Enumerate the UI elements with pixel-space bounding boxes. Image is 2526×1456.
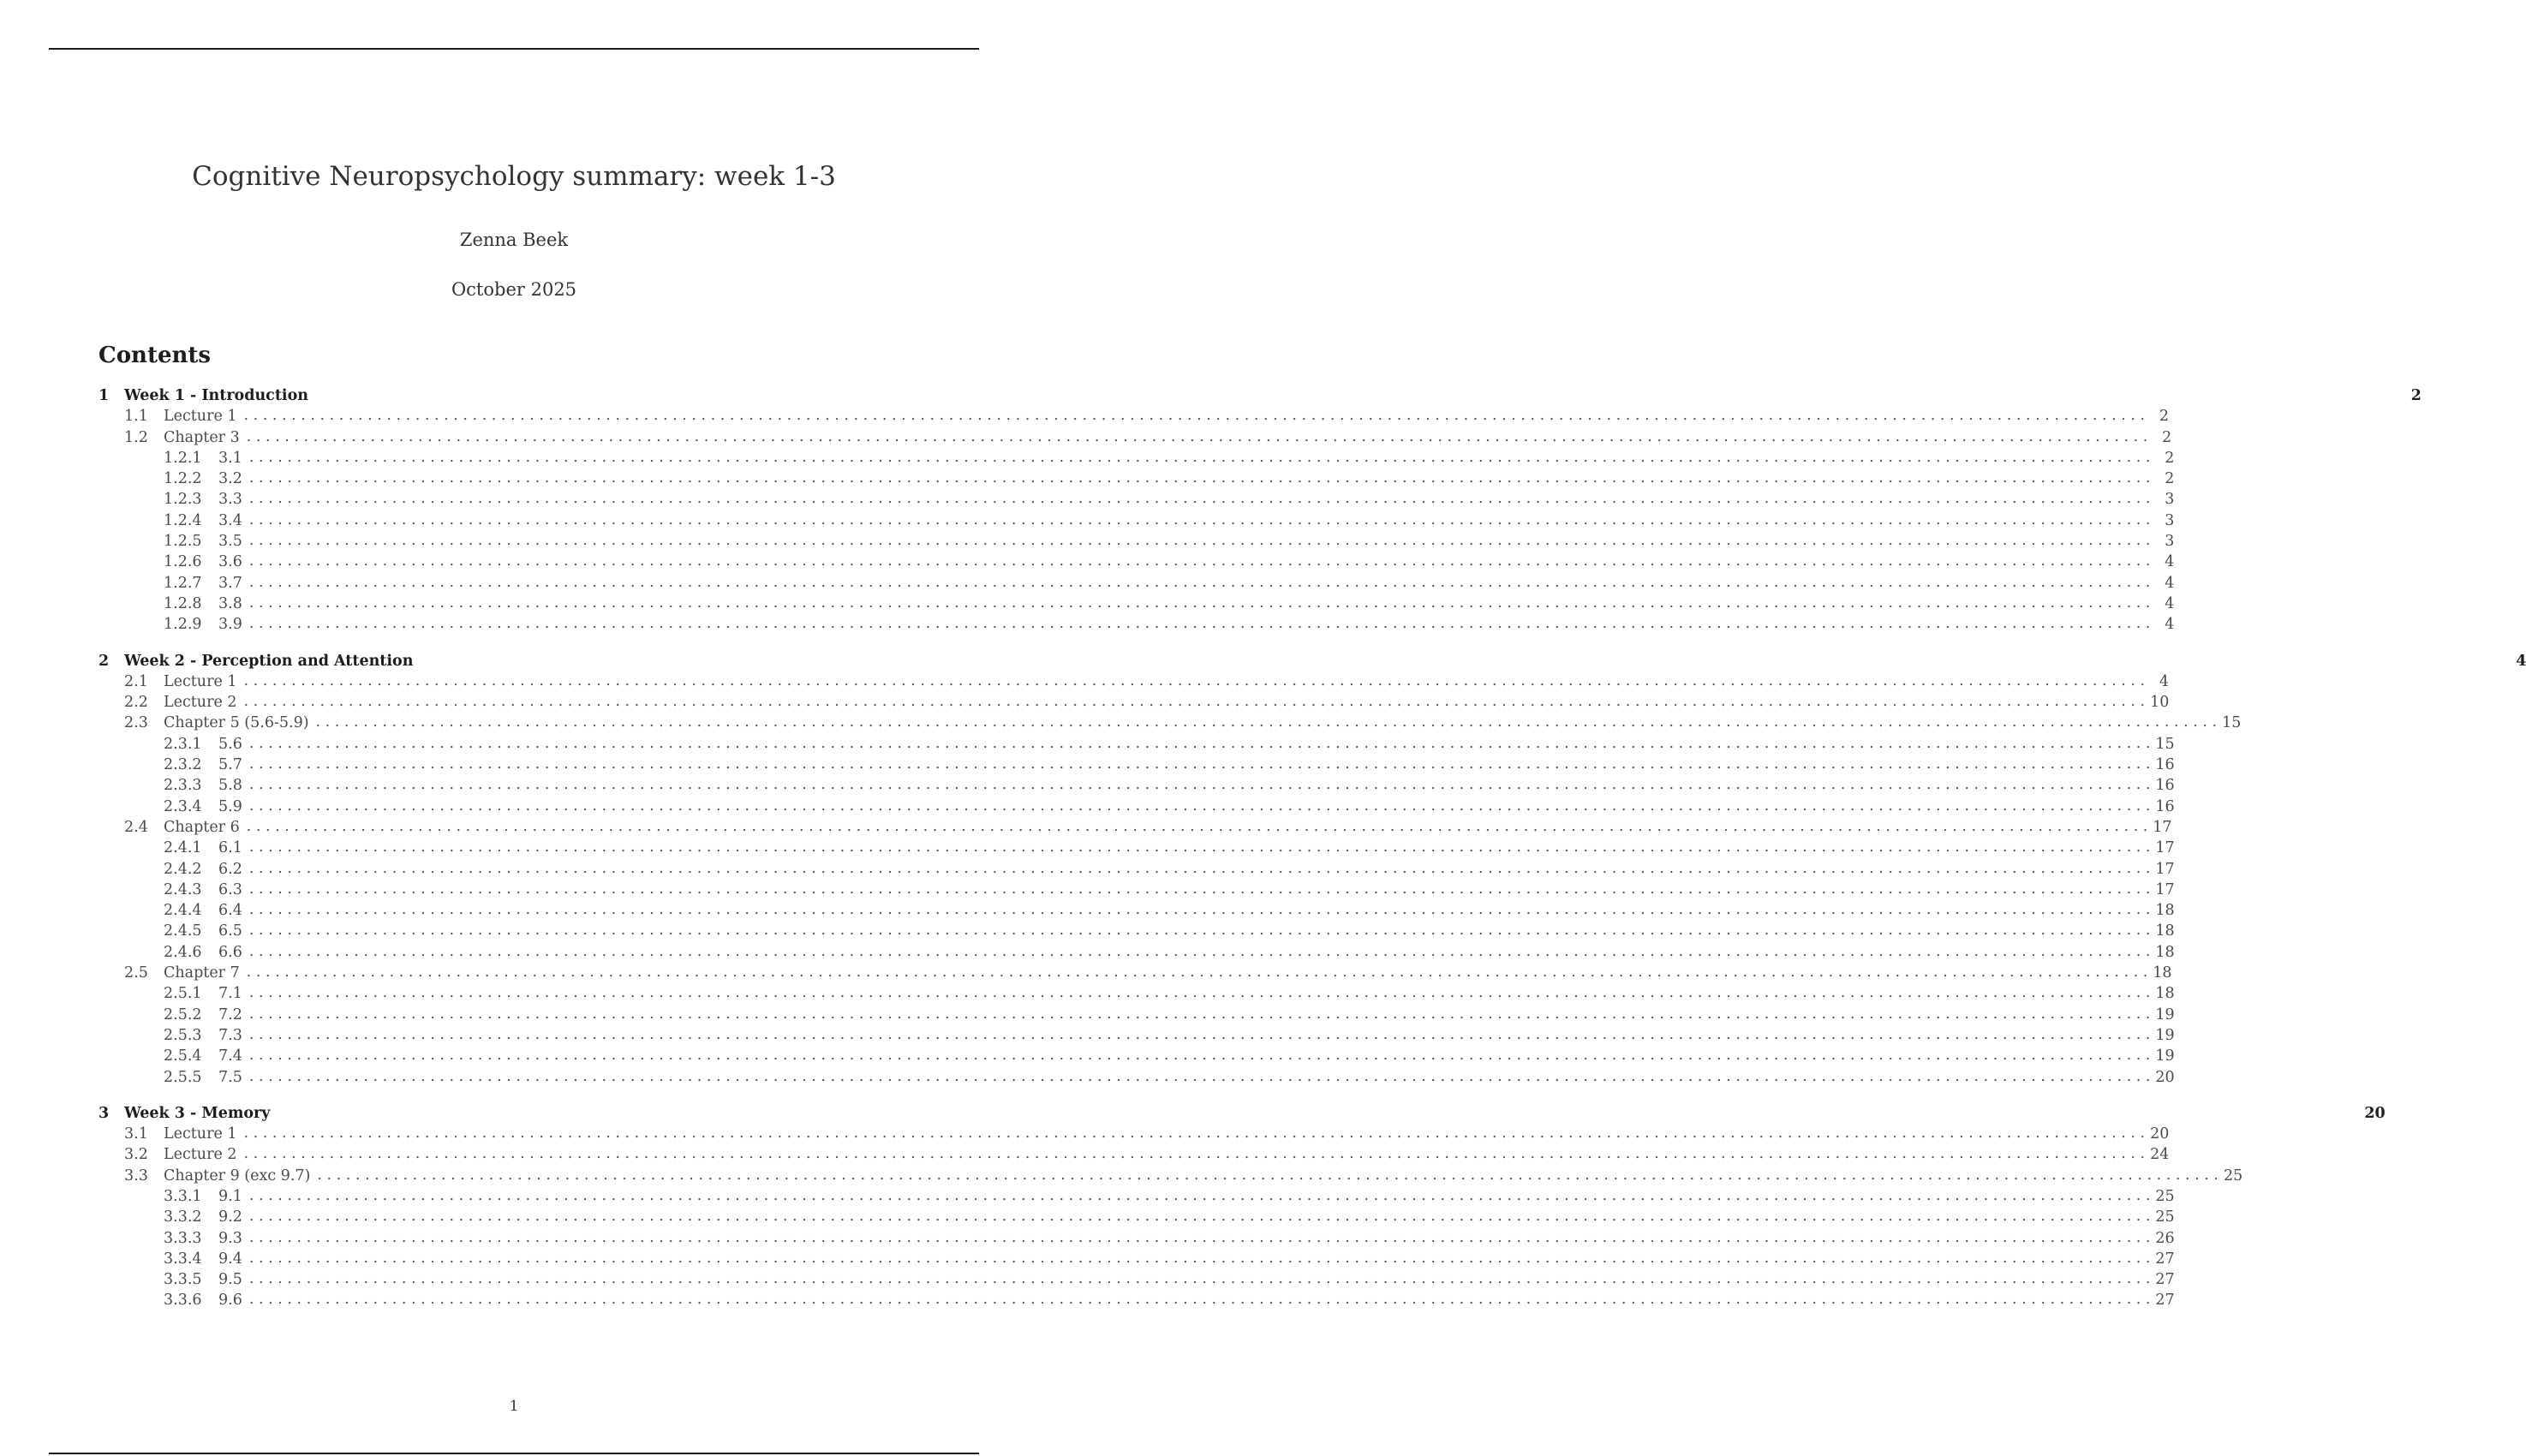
toc-entry-label: 7.2: [218, 1005, 242, 1023]
toc-leader-dots: . . . . . . . . . . . . . . . . . . . . . . . . . . . . . . . . . . . . . . . . . . . . . . . . . . . . . . . . . . . . . . . . . . . . . . . . . . . . . . . . . . . . . . . . . . . . . . . . . . . . . . . . . . . . . . . . . . . . . . . . . . . . . . . . . . . . . . . . . . . . . . . . . . . . . . . . . . . . . . . . . . . . . . . . . . . . . . . . . . . . . . . . . . . . . . . . . . . . . . . .: [248, 615, 2151, 633]
toc-subsubsection[interactable]: [99, 1067, 2175, 1089]
toc-entry-page: 4: [2165, 594, 2175, 612]
toc-entry-page: 10: [2150, 694, 2170, 712]
toc-entry-page: 17: [2155, 880, 2175, 898]
toc-leader-dots: . . . . . . . . . . . . . . . . . . . . . . . . . . . . . . . . . . . . . . . . . . . . . . . . . . . . . . . . . . . . . . . . . . . . . . . . . . . . . . . . . . . . . . . . . . . . . . . . . . . . . . . . . . . . . . . . . . . . . . . . . . . . . . . . . . . . . . . . . . . . . . . . . . . . . . . . . . . . . . . . . . . . . . . . . . . . . . . . . . . . . . . . . . . . . . . . . . . . . . . .: [248, 448, 2151, 466]
toc-leader-dots: . . . . . . . . . . . . . . . . . . . . . . . . . . . . . . . . . . . . . . . . . . . . . . . . . . . . . . . . . . . . . . . . . . . . . . . . . . . . . . . . . . . . . . . . . . . . . . . . . . . . . . . . . . . . . . . . . . . . . . . . . . . . . . . . . . . . . . . . . . . . . . . . . . . . . . . . . . . . . . . . . . . . . . . . . . . . . . . . . . . . . . . . . . . . . . . . . . . . . . . .: [248, 880, 2151, 898]
toc-entry-label: 6.4: [218, 902, 242, 920]
toc-entry-label: Chapter 5 (5.6-5.9): [164, 714, 309, 732]
toc-entry-number: 2.2: [124, 694, 148, 712]
toc-entry-page: 20: [2155, 1068, 2175, 1086]
toc-leader-dots: . . . . . . . . . . . . . . . . . . . . . . . . . . . . . . . . . . . . . . . . . . . . . . . . . . . . . . . . . . . . . . . . . . . . . . . . . . . . . . . . . . . . . . . . . . . . . . . . . . . . . . . . . . . . . . . . . . . . . . . . . . . . . . . . . . . . . . . . . . . . . . . . . . . . . . . . . . . . . . . . . . . . . . . . . . . . . . . . . . . . . . . . . . . . . . . . . . . . . . . .: [248, 594, 2151, 612]
toc-entry-label: 9.6: [218, 1292, 242, 1310]
toc-entry-number: 3.3: [124, 1167, 148, 1184]
toc-subsubsection[interactable]: [99, 797, 2175, 819]
toc-entry-number: 2.3: [124, 714, 148, 732]
toc-leader-dots: . . . . . . . . . . . . . . . . . . . . . . . . . . . . . . . . . . . . . . . . . . . . . . . . . . . . . . . . . . . . . . . . . . . . . . . . . . . . . . . . . . . . . . . . . . . . . . . . . . . . . . . . . . . . . . . . . . . . . . . . . . . . . . . . . . . . . . . . . . . . . . . . . . . . . . . . . . . . . . . . . . . . . . . . . . . . . . . . . . . . . . . . . . . . . . . . . . . . . . . .: [248, 1047, 2151, 1065]
toc-section[interactable]: [99, 652, 2526, 673]
toc-section[interactable]: [99, 387, 2421, 408]
toc-entry-number: 3: [99, 1104, 110, 1122]
toc-leader-dots: . . . . . . . . . . . . . . . . . . . . . . . . . . . . . . . . . . . . . . . . . . . . . . . . . . . . . . . . . . . . . . . . . . . . . . . . . . . . . . . . . . . . . . . . . . . . . . . . . . . . . . . . . . . . . . . . . . . . . . . . . . . . . . . . . . . . . . . . . . . . . . . . . . . . . . . . . . . . . . . . . . . . . . . . . . . . . . . . . . . . . . . . . . . . . . . . . . . . . . . .: [243, 693, 2146, 711]
toc-entry-page: 2: [2162, 428, 2172, 446]
toc-entry-label: 6.3: [218, 880, 242, 898]
toc-leader-dots: . . . . . . . . . . . . . . . . . . . . . . . . . . . . . . . . . . . . . . . . . . . . . . . . . . . . . . . . . . . . . . . . . . . . . . . . . . . . . . . . . . . . . . . . . . . . . . . . . . . . . . . . . . . . . . . . . . . . . . . . . . . . . . . . . . . . . . . . . . . . . . . . . . . . . . . . . . . . . . . . . . . . . . . . . . . . . . . . . . . . . . . . . . . . . . . . . . . . . . . .: [248, 1208, 2151, 1226]
toc-leader-dots: . . . . . . . . . . . . . . . . . . . . . . . . . . . . . . . . . . . . . . . . . . . . . . . . . . . . . . . . . . . . . . . . . . . . . . . . . . . . . . . . . . . . . . . . . . . . . . . . . . . . . . . . . . . . . . . . . . . . . . . . . . . . . . . . . . . . . . . . . . . . . . . . . . . . . . . . . . . . . . . . . . . . . . . . . . . . . . . . . . . . . . . . . . . . . . . . . . . . . . . .: [248, 859, 2151, 877]
toc-entry-number: 1.2.9: [164, 616, 202, 634]
toc-leader-dots: . . . . . . . . . . . . . . . . . . . . . . . . . . . . . . . . . . . . . . . . . . . . . . . . . . . . . . . . . . . . . . . . . . . . . . . . . . . . . . . . . . . . . . . . . . . . . . . . . . . . . . . . . . . . . . . . . . . . . . . . . . . . . . . . . . . . . . . . . . . . . . . . . . . . . . . . . . . . . . . . . . . . . . . . . . . . . . . . . . . . . . . . . . . . . . . . . . . . . . . .: [248, 490, 2151, 508]
toc-leader-dots: . . . . . . . . . . . . . . . . . . . . . . . . . . . . . . . . . . . . . . . . . . . . . . . . . . . . . . . . . . . . . . . . . . . . . . . . . . . . . . . . . . . . . . . . . . . . . . . . . . . . . . . . . . . . . . . . . . . . . . . . . . . . . . . . . . . . . . . . . . . . . . . . . . . . . . . . . . . . . . . . . . . . . . . . . . . . . . . . . . . . . . . . . . . . . . . . . . . . . . . .: [248, 510, 2151, 528]
toc-entry-number: 2.5.5: [164, 1068, 202, 1086]
toc-entry-page: 16: [2155, 797, 2175, 815]
toc-entry-page: 17: [2155, 839, 2175, 857]
toc-entry-number: 2.4.4: [164, 902, 202, 920]
toc-entry-label: 9.4: [218, 1250, 242, 1268]
toc-entry-page: 4: [2516, 652, 2526, 670]
toc-leader-dots: . . . . . . . . . . . . . . . . . . . . . . . . . . . . . . . . . . . . . . . . . . . . . . . . . . . . . . . . . . . . . . . . . . . . . . . . . . . . . . . . . . . . . . . . . . . . . . . . . . . . . . . . . . . . . . . . . . . . . . . . . . . . . . . . . . . . . . . . . . . . . . . . . . . . . . . . . . . . . . . . . . . . . . . . . . . . . . . . . . . . . . . . . . . . . . . . . . . . . . . .: [317, 1166, 2218, 1184]
toc-entry-page: 19: [2155, 1005, 2175, 1023]
toc-subsubsection[interactable]: [99, 510, 2175, 533]
toc-entry-page: 25: [2155, 1208, 2175, 1226]
toc-entry-number: 1.2.5: [164, 533, 202, 551]
toc-entry-label: 5.9: [218, 797, 242, 815]
toc-leader-dots: . . . . . . . . . . . . . . . . . . . . . . . . . . . . . . . . . . . . . . . . . . . . . . . . . . . . . . . . . . . . . . . . . . . . . . . . . . . . . . . . . . . . . . . . . . . . . . . . . . . . . . . . . . . . . . . . . . . . . . . . . . . . . . . . . . . . . . . . . . . . . . . . . . . . . . . . . . . . . . . . . . . . . . . . . . . . . . . . . . . . . . . . . . . . . . . . . . . . . . . .: [248, 984, 2151, 1002]
toc-entry-number: 1.2.4: [164, 511, 202, 529]
toc-entry-number: 1.2.1: [164, 449, 202, 467]
toc-entry-page: 18: [2155, 922, 2175, 940]
toc-leader-dots: . . . . . . . . . . . . . . . . . . . . . . . . . . . . . . . . . . . . . . . . . . . . . . . . . . . . . . . . . . . . . . . . . . . . . . . . . . . . . . . . . . . . . . . . . . . . . . . . . . . . . . . . . . . . . . . . . . . . . . . . . . . . . . . . . . . . . . . . . . . . . . . . . . . . . . . . . . . . . . . . . . . . . . . . . . . . . . . . . . . . . . . . . . . . . . . . . . . . . . . .: [248, 532, 2151, 550]
toc-entry-page: 24: [2150, 1146, 2170, 1164]
toc-leader-dots: . . . . . . . . . . . . . . . . . . . . . . . . . . . . . . . . . . . . . . . . . . . . . . . . . . . . . . . . . . . . . . . . . . . . . . . . . . . . . . . . . . . . . . . . . . . . . . . . . . . . . . . . . . . . . . . . . . . . . . . . . . . . . . . . . . . . . . . . . . . . . . . . . . . . . . . . . . . . . . . . . . . . . . . . . . . . . . . . . . . . . . . . . . . . . . . . . . . . . . . .: [248, 901, 2151, 919]
toc-entry-number: 1.2.7: [164, 574, 202, 592]
toc-leader-dots: . . . . . . . . . . . . . . . . . . . . . . . . . . . . . . . . . . . . . . . . . . . . . . . . . . . . . . . . . . . . . . . . . . . . . . . . . . . . . . . . . . . . . . . . . . . . . . . . . . . . . . . . . . . . . . . . . . . . . . . . . . . . . . . . . . . . . . . . . . . . . . . . . . . . . . . . . . . . . . . . . . . . . . . . . . . . . . . . . . . . . . . . . . . . . . . . . . . . . . . .: [243, 1145, 2146, 1163]
toc-subsection[interactable]: [99, 964, 2172, 985]
toc-entry-page: 2: [2165, 470, 2175, 488]
toc-entry-number: 2.5.1: [164, 985, 202, 1003]
toc-entry-page: 19: [2155, 1047, 2175, 1065]
toc-entry-number: 2.3.1: [164, 735, 202, 753]
document-date: October 2025: [451, 279, 577, 300]
toc-leader-dots: . . . . . . . . . . . . . . . . . . . . . . . . . . . . . . . . . . . . . . . . . . . . . . . . . . . . . . . . . . . . . . . . . . . . . . . . . . . . . . . . . . . . . . . . . . . . . . . . . . . . . . . . . . . . . . . . . . . . . . . . . . . . . . . . . . . . . . . . . . . . . . . . . . . . . . . . . . . . . . . . . . . . . . . . . . . . . . . . . . . . . . . . . . . . . . . . . . . . . . . .: [248, 776, 2151, 794]
toc-subsubsection[interactable]: [99, 1005, 2175, 1027]
document-author: Zenna Beek: [459, 230, 569, 250]
toc-leader-dots: . . . . . . . . . . . . . . . . . . . . . . . . . . . . . . . . . . . . . . . . . . . . . . . . . . . . . . . . . . . . . . . . . . . . . . . . . . . . . . . . . . . . . . . . . . . . . . . . . . . . . . . . . . . . . . . . . . . . . . . . . . . . . . . . . . . . . . . . . . . . . . . . . . . . . . . . . . . . . . . . . . . . . . . . . . . . . . . . . . . . . . . . . . . . . . . . . . . . . . . .: [248, 1025, 2151, 1043]
toc-entry-page: 4: [2165, 616, 2175, 634]
toc-entry-label: Week 2 - Perception and Attention: [124, 652, 414, 670]
toc-subsection[interactable]: [99, 427, 2172, 450]
toc-entry-number: 3.2: [124, 1146, 148, 1164]
toc-entry-number: 3.3.2: [164, 1208, 202, 1226]
toc-entry-page: 20: [2364, 1104, 2386, 1122]
toc-entry-number: 3.3.3: [164, 1229, 202, 1247]
toc-entry-number: 1.2.3: [164, 491, 202, 509]
toc-entry-number: 1: [99, 387, 110, 404]
toc-subsubsection[interactable]: [99, 1025, 2175, 1047]
toc-leader-dots: . . . . . . . . . . . . . . . . . . . . . . . . . . . . . . . . . . . . . . . . . . . . . . . . . . . . . . . . . . . . . . . . . . . . . . . . . . . . . . . . . . . . . . . . . . . . . . . . . . . . . . . . . . . . . . . . . . . . . . . . . . . . . . . . . . . . . . . . . . . . . . . . . . . . . . . . . . . . . . . . . . . . . . . . . . . . . . . . . . . . . . . . . . . . . . . . . . . . . . . .: [248, 734, 2151, 752]
toc-entry-number: 1.2.2: [164, 470, 202, 488]
toc-entry-page: 2: [2159, 408, 2170, 426]
toc-leader-dots: . . . . . . . . . . . . . . . . . . . . . . . . . . . . . . . . . . . . . . . . . . . . . . . . . . . . . . . . . . . . . . . . . . . . . . . . . . . . . . . . . . . . . . . . . . . . . . . . . . . . . . . . . . . . . . . . . . . . . . . . . . . . . . . . . . . . . . . . . . . . . . . . . . . . . . . . . . . . . . . . . . . . . . . . . . . . . . . . . . . . . . . . . . . . . . . . . . . . . . . .: [243, 407, 2146, 425]
toc-leader-dots: . . . . . . . . . . . . . . . . . . . . . . . . . . . . . . . . . . . . . . . . . . . . . . . . . . . . . . . . . . . . . . . . . . . . . . . . . . . . . . . . . . . . . . . . . . . . . . . . . . . . . . . . . . . . . . . . . . . . . . . . . . . . . . . . . . . . . . . . . . . . . . . . . . . . . . . . . . . . . . . . . . . . . . . . . . . . . . . . . . . . . . . . . . . . . . . . . . . . . . . .: [248, 1249, 2151, 1267]
toc-subsection[interactable]: [99, 671, 2170, 694]
toc-leader-dots: . . . . . . . . . . . . . . . . . . . . . . . . . . . . . . . . . . . . . . . . . . . . . . . . . . . . . . . . . . . . . . . . . . . . . . . . . . . . . . . . . . . . . . . . . . . . . . . . . . . . . . . . . . . . . . . . . . . . . . . . . . . . . . . . . . . . . . . . . . . . . . . . . . . . . . . . . . . . . . . . . . . . . . . . . . . . . . . . . . . . . . . . . . . . . . . . . . . . . . . .: [248, 573, 2151, 591]
toc-entry-page: 25: [2223, 1167, 2243, 1184]
toc-subsubsection[interactable]: [99, 942, 2175, 964]
toc-entry-page: 27: [2155, 1292, 2175, 1310]
toc-entry-label: Lecture 1: [164, 1125, 237, 1143]
toc-subsubsection[interactable]: [99, 1270, 2175, 1292]
toc-subsubsection[interactable]: [99, 1208, 2175, 1229]
toc-entry-label: Lecture 2: [164, 694, 237, 712]
contents-heading: Contents: [99, 343, 212, 368]
toc-leader-dots: . . . . . . . . . . . . . . . . . . . . . . . . . . . . . . . . . . . . . . . . . . . . . . . . . . . . . . . . . . . . . . . . . . . . . . . . . . . . . . . . . . . . . . . . . . . . . . . . . . . . . . . . . . . . . . . . . . . . . . . . . . . . . . . . . . . . . . . . . . . . . . . . . . . . . . . . . . . . . . . . . . . . . . . . . . . . . . . . . . . . . . . . . . . . . . . . . . . . . . . .: [246, 427, 2148, 445]
toc-entry-number: 3.3.4: [164, 1250, 202, 1268]
header-rule: [49, 48, 979, 50]
document-title: Cognitive Neuropsychology summary: week 1-3: [192, 161, 836, 192]
toc-entry-number: 2.5.4: [164, 1047, 202, 1065]
toc-subsubsection[interactable]: [99, 838, 2175, 860]
toc-subsubsection[interactable]: [99, 532, 2175, 553]
toc-entry-page: 17: [2153, 818, 2172, 836]
toc-entry-page: 18: [2155, 902, 2175, 920]
toc-subsubsection[interactable]: [99, 1249, 2175, 1271]
toc-entry-label: Lecture 2: [164, 1146, 237, 1164]
toc-entry-label: 7.5: [218, 1068, 242, 1086]
toc-leader-dots: . . . . . . . . . . . . . . . . . . . . . . . . . . . . . . . . . . . . . . . . . . . . . . . . . . . . . . . . . . . . . . . . . . . . . . . . . . . . . . . . . . . . . . . . . . . . . . . . . . . . . . . . . . . . . . . . . . . . . . . . . . . . . . . . . . . . . . . . . . . . . . . . . . . . . . . . . . . . . . . . . . . . . . . . . . . . . . . . . . . . . . . . . . . . . . . . . . . . . . . .: [248, 942, 2151, 960]
toc-leader-dots: . . . . . . . . . . . . . . . . . . . . . . . . . . . . . . . . . . . . . . . . . . . . . . . . . . . . . . . . . . . . . . . . . . . . . . . . . . . . . . . . . . . . . . . . . . . . . . . . . . . . . . . . . . . . . . . . . . . . . . . . . . . . . . . . . . . . . . . . . . . . . . . . . . . . . . . . . . . . . . . . . . . . . . . . . . . . . . . . . . . . . . . . . . . . . . . . . . . . . . . .: [248, 1270, 2151, 1288]
toc-leader-dots: . . . . . . . . . . . . . . . . . . . . . . . . . . . . . . . . . . . . . . . . . . . . . . . . . . . . . . . . . . . . . . . . . . . . . . . . . . . . . . . . . . . . . . . . . . . . . . . . . . . . . . . . . . . . . . . . . . . . . . . . . . . . . . . . . . . . . . . . . . . . . . . . . . . . . . . . . . . . . . . . . . . . . . . . . . . . . . . . . . . . . . . . . . . . . . . . . . . . . . . .: [248, 1005, 2151, 1023]
toc-entry-number: 1.1: [124, 408, 148, 426]
toc-entry-label: 9.1: [218, 1187, 242, 1205]
toc-entry-number: 2.4.6: [164, 943, 202, 961]
toc-entry-number: 2.3.3: [164, 777, 202, 795]
toc-leader-dots: . . . . . . . . . . . . . . . . . . . . . . . . . . . . . . . . . . . . . . . . . . . . . . . . . . . . . . . . . . . . . . . . . . . . . . . . . . . . . . . . . . . . . . . . . . . . . . . . . . . . . . . . . . . . . . . . . . . . . . . . . . . . . . . . . . . . . . . . . . . . . . . . . . . . . . . . . . . . . . . . . . . . . . . . . . . . . . . . . . . . . . . . . . . . . . . . . . . . . . . .: [248, 922, 2151, 940]
toc-entry-label: 5.6: [218, 735, 242, 753]
toc-entry-label: 3.4: [218, 511, 242, 529]
toc-leader-dots: . . . . . . . . . . . . . . . . . . . . . . . . . . . . . . . . . . . . . . . . . . . . . . . . . . . . . . . . . . . . . . . . . . . . . . . . . . . . . . . . . . . . . . . . . . . . . . . . . . . . . . . . . . . . . . . . . . . . . . . . . . . . . . . . . . . . . . . . . . . . . . . . . . . . . . . . . . . . . . . . . . . . . . . . . . . . . . . . . . . . . . . . . . . . . . . . . . . . . . . .: [248, 797, 2151, 815]
toc-subsubsection[interactable]: [99, 448, 2175, 470]
toc-entry-page: 27: [2155, 1250, 2175, 1268]
toc-leader-dots: . . . . . . . . . . . . . . . . . . . . . . . . . . . . . . . . . . . . . . . . . . . . . . . . . . . . . . . . . . . . . . . . . . . . . . . . . . . . . . . . . . . . . . . . . . . . . . . . . . . . . . . . . . . . . . . . . . . . . . . . . . . . . . . . . . . . . . . . . . . . . . . . . . . . . . . . . . . . . . . . . . . . . . . . . . . . . . . . . . . . . . . . . . . . . . . . . . . . . . . .: [248, 552, 2151, 570]
footer-rule: [49, 1453, 979, 1454]
toc-entry-label: 6.1: [218, 839, 242, 857]
toc-subsubsection[interactable]: [99, 776, 2175, 797]
toc-subsubsection[interactable]: [99, 1186, 2175, 1208]
toc-entry-label: 3.6: [218, 553, 242, 571]
toc-entry-label: 7.3: [218, 1026, 242, 1044]
toc-entry-page: 4: [2165, 574, 2175, 592]
toc-entry-number: 2.3.4: [164, 797, 202, 815]
toc-entry-page: 15: [2155, 735, 2175, 753]
toc-entry-page: 4: [2165, 553, 2175, 571]
toc-entry-page: 25: [2155, 1187, 2175, 1205]
toc-entry-number: 2.4.2: [164, 860, 202, 878]
toc-subsubsection[interactable]: [99, 1291, 2175, 1312]
toc-entry-number: 3.3.6: [164, 1292, 202, 1310]
toc-entry-number: 2.5: [124, 964, 148, 982]
toc-entry-page: 2: [2165, 449, 2175, 467]
toc-entry-page: 16: [2155, 777, 2175, 795]
toc-leader-dots: . . . . . . . . . . . . . . . . . . . . . . . . . . . . . . . . . . . . . . . . . . . . . . . . . . . . . . . . . . . . . . . . . . . . . . . . . . . . . . . . . . . . . . . . . . . . . . . . . . . . . . . . . . . . . . . . . . . . . . . . . . . . . . . . . . . . . . . . . . . . . . . . . . . . . . . . . . . . . . . . . . . . . . . . . . . . . . . . . . . . . . . . . . . . . . . . . . . . . . . .: [315, 713, 2218, 731]
toc-entry-label: Chapter 9 (exc 9.7): [164, 1167, 311, 1184]
toc-subsubsection[interactable]: [99, 594, 2175, 616]
toc-entry-page: 3: [2165, 533, 2175, 551]
toc-subsubsection[interactable]: [99, 573, 2175, 595]
toc-subsection[interactable]: [99, 1166, 2243, 1188]
toc-entry-label: 6.6: [218, 943, 242, 961]
toc-entry-page: 3: [2165, 511, 2175, 529]
toc-entry-label: 9.2: [218, 1208, 242, 1226]
toc-entry-page: 16: [2155, 756, 2175, 774]
toc-subsubsection[interactable]: [99, 1228, 2175, 1250]
toc-entry-label: Chapter 7: [164, 964, 240, 982]
toc-subsubsection[interactable]: [99, 1047, 2175, 1068]
toc-entry-label: 9.3: [218, 1229, 242, 1247]
toc-entry-label: 3.7: [218, 574, 242, 592]
toc-entry-label: 7.4: [218, 1047, 242, 1065]
toc-entry-number: 2: [99, 652, 110, 670]
toc-subsection[interactable]: [99, 817, 2172, 839]
toc-leader-dots: . . . . . . . . . . . . . . . . . . . . . . . . . . . . . . . . . . . . . . . . . . . . . . . . . . . . . . . . . . . . . . . . . . . . . . . . . . . . . . . . . . . . . . . . . . . . . . . . . . . . . . . . . . . . . . . . . . . . . . . . . . . . . . . . . . . . . . . . . . . . . . . . . . . . . . . . . . . . . . . . . . . . . . . . . . . . . . . . . . . . . . . . . . . . . . . . . . . . . . . .: [243, 1125, 2146, 1143]
toc-entry-number: 2.4.3: [164, 880, 202, 898]
toc-entry-label: Lecture 1: [164, 408, 237, 426]
toc-entry-page: 19: [2155, 1026, 2175, 1044]
page-number: 1: [509, 1398, 519, 1415]
toc-leader-dots: . . . . . . . . . . . . . . . . . . . . . . . . . . . . . . . . . . . . . . . . . . . . . . . . . . . . . . . . . . . . . . . . . . . . . . . . . . . . . . . . . . . . . . . . . . . . . . . . . . . . . . . . . . . . . . . . . . . . . . . . . . . . . . . . . . . . . . . . . . . . . . . . . . . . . . . . . . . . . . . . . . . . . . . . . . . . . . . . . . . . . . . . . . . . . . . . . . . . . . . .: [248, 838, 2151, 856]
toc-subsubsection[interactable]: [99, 922, 2175, 943]
toc-entry-label: 3.1: [218, 449, 242, 467]
toc-leader-dots: . . . . . . . . . . . . . . . . . . . . . . . . . . . . . . . . . . . . . . . . . . . . . . . . . . . . . . . . . . . . . . . . . . . . . . . . . . . . . . . . . . . . . . . . . . . . . . . . . . . . . . . . . . . . . . . . . . . . . . . . . . . . . . . . . . . . . . . . . . . . . . . . . . . . . . . . . . . . . . . . . . . . . . . . . . . . . . . . . . . . . . . . . . . . . . . . . . . . . . . .: [248, 1067, 2151, 1085]
toc-subsubsection[interactable]: [99, 901, 2175, 922]
toc-entry-label: Chapter 6: [164, 818, 240, 836]
toc-entry-number: 2.5.3: [164, 1026, 202, 1044]
toc-entry-number: 3.3.5: [164, 1271, 202, 1289]
toc-subsubsection[interactable]: [99, 552, 2175, 574]
toc-subsubsection[interactable]: [99, 880, 2175, 902]
toc-entry-page: 27: [2155, 1271, 2175, 1289]
toc-entry-label: Week 3 - Memory: [124, 1104, 271, 1122]
toc-section[interactable]: [99, 1104, 2386, 1125]
toc-entry-label: Chapter 3: [164, 428, 240, 446]
toc-subsubsection[interactable]: [99, 755, 2175, 777]
toc-entry-number: 2.1: [124, 672, 148, 690]
toc-entry-label: 3.8: [218, 594, 242, 612]
toc-subsection[interactable]: [99, 713, 2242, 735]
toc-subsubsection[interactable]: [99, 859, 2175, 881]
toc-leader-dots: . . . . . . . . . . . . . . . . . . . . . . . . . . . . . . . . . . . . . . . . . . . . . . . . . . . . . . . . . . . . . . . . . . . . . . . . . . . . . . . . . . . . . . . . . . . . . . . . . . . . . . . . . . . . . . . . . . . . . . . . . . . . . . . . . . . . . . . . . . . . . . . . . . . . . . . . . . . . . . . . . . . . . . . . . . . . . . . . . . . . . . . . . . . . . . . . . . . . . . . .: [248, 1228, 2151, 1246]
toc-leader-dots: . . . . . . . . . . . . . . . . . . . . . . . . . . . . . . . . . . . . . . . . . . . . . . . . . . . . . . . . . . . . . . . . . . . . . . . . . . . . . . . . . . . . . . . . . . . . . . . . . . . . . . . . . . . . . . . . . . . . . . . . . . . . . . . . . . . . . . . . . . . . . . . . . . . . . . . . . . . . . . . . . . . . . . . . . . . . . . . . . . . . . . . . . . . . . . . . . . . . . . . .: [243, 671, 2146, 689]
toc-entry-page: 18: [2155, 943, 2175, 961]
toc-leader-dots: . . . . . . . . . . . . . . . . . . . . . . . . . . . . . . . . . . . . . . . . . . . . . . . . . . . . . . . . . . . . . . . . . . . . . . . . . . . . . . . . . . . . . . . . . . . . . . . . . . . . . . . . . . . . . . . . . . . . . . . . . . . . . . . . . . . . . . . . . . . . . . . . . . . . . . . . . . . . . . . . . . . . . . . . . . . . . . . . . . . . . . . . . . . . . . . . . . . . . . . .: [246, 964, 2148, 982]
toc-entry-label: 7.1: [218, 985, 242, 1003]
toc-subsection[interactable]: [99, 693, 2170, 714]
toc-entry-label: 3.2: [218, 470, 242, 488]
toc-entry-page: 17: [2155, 860, 2175, 878]
toc-entry-number: 1.2: [124, 428, 148, 446]
toc-entry-label: 3.9: [218, 616, 242, 634]
toc-entry-label: 6.5: [218, 922, 242, 940]
toc-subsection[interactable]: [99, 407, 2170, 428]
toc-entry-page: 3: [2165, 491, 2175, 509]
toc-entry-page: 26: [2155, 1229, 2175, 1247]
toc-subsection[interactable]: [99, 1145, 2170, 1167]
toc-entry-number: 2.5.2: [164, 1005, 202, 1023]
toc-leader-dots: . . . . . . . . . . . . . . . . . . . . . . . . . . . . . . . . . . . . . . . . . . . . . . . . . . . . . . . . . . . . . . . . . . . . . . . . . . . . . . . . . . . . . . . . . . . . . . . . . . . . . . . . . . . . . . . . . . . . . . . . . . . . . . . . . . . . . . . . . . . . . . . . . . . . . . . . . . . . . . . . . . . . . . . . . . . . . . . . . . . . . . . . . . . . . . . . . . . . . . . .: [248, 1291, 2151, 1309]
toc-subsection[interactable]: [99, 1125, 2170, 1146]
toc-entry-label: Week 1 - Introduction: [124, 387, 308, 404]
toc-leader-dots: . . . . . . . . . . . . . . . . . . . . . . . . . . . . . . . . . . . . . . . . . . . . . . . . . . . . . . . . . . . . . . . . . . . . . . . . . . . . . . . . . . . . . . . . . . . . . . . . . . . . . . . . . . . . . . . . . . . . . . . . . . . . . . . . . . . . . . . . . . . . . . . . . . . . . . . . . . . . . . . . . . . . . . . . . . . . . . . . . . . . . . . . . . . . . . . . . . . . . . . .: [246, 817, 2148, 835]
toc-entry-number: 2.4: [124, 818, 148, 836]
toc-entry-number: 3.3.1: [164, 1187, 202, 1205]
toc-subsubsection[interactable]: [99, 734, 2175, 756]
toc-subsubsection[interactable]: [99, 615, 2175, 636]
toc-leader-dots: . . . . . . . . . . . . . . . . . . . . . . . . . . . . . . . . . . . . . . . . . . . . . . . . . . . . . . . . . . . . . . . . . . . . . . . . . . . . . . . . . . . . . . . . . . . . . . . . . . . . . . . . . . . . . . . . . . . . . . . . . . . . . . . . . . . . . . . . . . . . . . . . . . . . . . . . . . . . . . . . . . . . . . . . . . . . . . . . . . . . . . . . . . . . . . . . . . . . . . . .: [248, 755, 2151, 773]
table-of-contents: [99, 387, 2526, 1313]
toc-subsubsection[interactable]: [99, 984, 2175, 1005]
toc-entry-label: 5.7: [218, 756, 242, 774]
toc-entry-page: 20: [2150, 1125, 2170, 1143]
toc-subsubsection[interactable]: [99, 469, 2175, 491]
toc-entry-label: 3.3: [218, 491, 242, 509]
toc-entry-page: 18: [2153, 964, 2172, 982]
toc-subsubsection[interactable]: [99, 490, 2175, 511]
toc-entry-label: 9.5: [218, 1271, 242, 1289]
toc-entry-number: 2.3.2: [164, 756, 202, 774]
toc-entry-label: Lecture 1: [164, 672, 237, 690]
toc-entry-label: 3.5: [218, 533, 242, 551]
toc-entry-label: 5.8: [218, 777, 242, 795]
toc-leader-dots: . . . . . . . . . . . . . . . . . . . . . . . . . . . . . . . . . . . . . . . . . . . . . . . . . . . . . . . . . . . . . . . . . . . . . . . . . . . . . . . . . . . . . . . . . . . . . . . . . . . . . . . . . . . . . . . . . . . . . . . . . . . . . . . . . . . . . . . . . . . . . . . . . . . . . . . . . . . . . . . . . . . . . . . . . . . . . . . . . . . . . . . . . . . . . . . . . . . . . . . .: [248, 1186, 2151, 1204]
toc-entry-number: 2.4.5: [164, 922, 202, 940]
toc-entry-page: 18: [2155, 985, 2175, 1003]
toc-entry-page: 4: [2159, 672, 2170, 690]
toc-entry-number: 1.2.6: [164, 553, 202, 571]
toc-entry-number: 1.2.8: [164, 594, 202, 612]
toc-entry-page: 2: [2410, 387, 2421, 404]
toc-entry-label: 6.2: [218, 860, 242, 878]
toc-leader-dots: . . . . . . . . . . . . . . . . . . . . . . . . . . . . . . . . . . . . . . . . . . . . . . . . . . . . . . . . . . . . . . . . . . . . . . . . . . . . . . . . . . . . . . . . . . . . . . . . . . . . . . . . . . . . . . . . . . . . . . . . . . . . . . . . . . . . . . . . . . . . . . . . . . . . . . . . . . . . . . . . . . . . . . . . . . . . . . . . . . . . . . . . . . . . . . . . . . . . . . . .: [248, 469, 2151, 487]
toc-entry-page: 15: [2222, 714, 2242, 732]
toc-entry-number: 3.1: [124, 1125, 148, 1143]
toc-entry-number: 2.4.1: [164, 839, 202, 857]
